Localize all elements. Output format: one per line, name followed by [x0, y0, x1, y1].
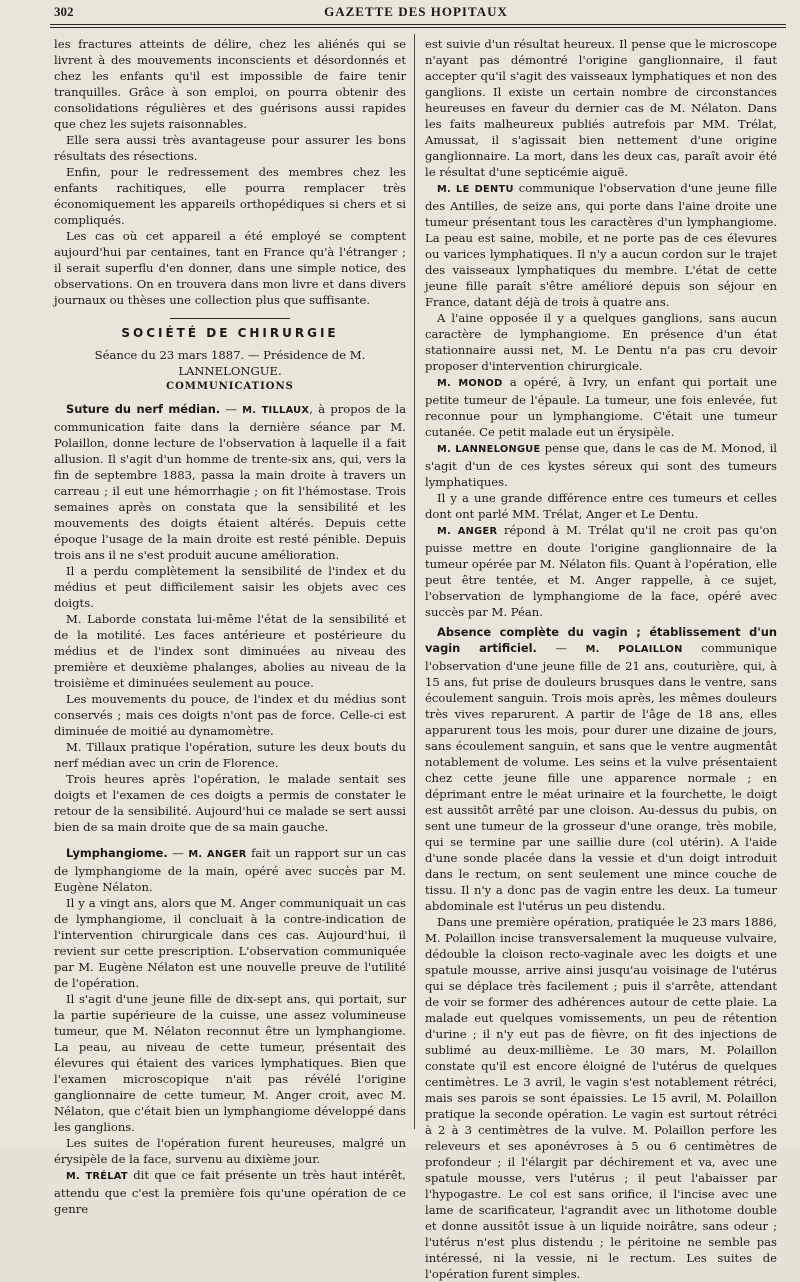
journal-title: GAZETTE DES HOPITAUX [324, 4, 508, 19]
paragraph [425, 440, 777, 490]
paragraph-text: pense que, dans le cas de M. Monod, il s'agit d'un de ces kystes séreux qui sont des tumeurs lymphatiques. [425, 441, 777, 489]
speaker-name: M. ANGER [188, 849, 247, 860]
header-rule-top [50, 24, 786, 25]
speaker-name: M. MONOD [437, 378, 503, 389]
paragraph: Elle sera aussi très avantageuse pour assurer les bons résultats des résections. [54, 133, 406, 163]
speaker-name: M. LE DENTU [437, 184, 514, 195]
column-divider [414, 34, 415, 1129]
society-heading: SOCIÉTÉ DE CHIRURGIE [121, 326, 339, 340]
paragraph: Il s'agit d'une jeune fille de dix-sept ans, qui portait, sur la partie supérieure de la cuisse, une assez volumineuse tumeur, que M. Nélaton reconnut être un lymphangiome. La peau, au niveau de cette tumeur, présentait des élevures qui étaient des varices lymphatiques. Bien que l'examen microscopique n'ait pas révélé l'origine ganglionnaire de cette tumeur, M. Anger croit, avec M. Nélaton, que c'était bien un lymphangiome développé dans les ganglions. [54, 992, 406, 1134]
speaker-name: M. ANGER [437, 526, 498, 537]
paragraph-text: répond à M. Trélat qu'il ne croit pas qu'on puisse mettre en doute l'origine ganglionnaire de la tumeur opérée par M. Nélaton fils. Quant à l'opération, elle peut être tentée, et M. Anger rappelle, à ce sujet, l'observation de lymphangiome de la face, opéré avec succès par M. Péan. [425, 523, 777, 619]
paragraph-text: dit que ce fait présente un très haut intérêt, attendu que c'est la première fois qu'une opération de ce genre [54, 1168, 406, 1216]
page-header [46, 4, 786, 24]
paragraph-text: fait un rapport sur un cas de lymphangiome de la main, opéré avec succès par M. Eugène Nélaton. [54, 846, 407, 894]
right-column [425, 36, 777, 1282]
paragraph: Enfin, pour le redressement des membres chez les enfants rachitiques, elle pourra remplacer très économiquement les appareils orthopédiques si chers et si compliqués. [54, 165, 406, 227]
paragraph: Les cas où cet appareil a été employé se comptent aujourd'hui par centaines, tant en France qu'à l'étranger ; il serait superflu d'en donner, dans une simple notice, des observations. On en trouvera dans mon livre et dans divers journaux ou thèses une collection plus que suffisante. [54, 229, 406, 307]
paragraph: A l'aine opposée il y a quelques ganglions, sans aucun caractère de lymphangiome. En présence d'un état stationnaire aussi net, M. Le Dentu n'a pas cru devoir proposer d'intervention chirurgicale. [425, 311, 777, 373]
paragraph [54, 1167, 406, 1217]
paragraph: M. Tillaux pratique l'opération, suture les deux bouts du nerf médian avec un crin de Florence. [54, 740, 406, 770]
paragraph: Les mouvements du pouce, de l'index et du médius sont conservés ; mais ces doigts n'ont pas de force. Celle-ci est diminuée de moitié au dynamomètre. [54, 692, 406, 738]
header-rule-bottom [50, 27, 786, 28]
paragraph [425, 522, 777, 620]
paragraph: Absence complète du vagin ; établissement d'un vagin artificiel. — M. POLAILLON communique l'observation d'une jeune fille de 21 ans, couturière, qui, à 15 ans, fut prise de douleurs brusques dans le ventre, sans écoulement sanguin. Trois mois après, les mêmes douleurs très vives reparurent. A partir de l'âge de 18 ans, elles apparurent tous les mois, pour durer une dizaine de jours, sans écoulement sanguin, et sans que le ventre augmentât notablement de volume. Les seins et la vulve présentaient chez cette jeune fille une apparence normale ; en déprimant entre le méat urinaire et la fourchette, le doigt est aussitôt arrêté par une cloison. Au-dessus du pubis, on sent une tumeur de la grosseur d'une orange, très mobile, qui se termine par une saillie dure (col utérin). A l'aide d'une sonde placée dans la vessie et d'un doigt introduit dans le rectum, on sent seulement une mince couche de tissu. Il n'y a donc pas de vagin entre les deux. La tumeur abdominale est l'utérus un peu distendu. [425, 625, 778, 913]
speaker-name: M. POLAILLON [585, 644, 683, 655]
section-separator [170, 318, 290, 319]
paragraph-text: a opéré, à Ivry, un enfant qui portait une petite tumeur de l'épaule. La tumeur, une fois enlevée, fut reconnue pour un lymphangiome. C'était une tumeur cutanée. Ce petit malade eut un érysipèle. [425, 375, 777, 439]
paragraph: Il y a une grande différence entre ces tumeurs et celles dont ont parlé MM. Trélat, Anger et Le Dentu. [425, 491, 777, 521]
paragraph: Suture du nerf médian. — M. TILLAUX, à propos de la communication faite dans la dernière séance par M. Polaillon, donne lecture de l'observation à laquelle il a fait allusion. Il s'agit d'un homme de trente-six ans, qui, vers la fin de septembre 1883, passa la main droite à travers un carreau ; il eut une hémorrhagie ; on fit l'hémostase. Trois semaines après on constata que la sensibilité et les mouvements des doigts étaient altérés. Depuis cette époque l'usage de la main droite est resté pénible. Depuis trois ans il ne s'est produit aucune amélioration. [54, 402, 406, 562]
paragraph: Trois heures après l'opération, le malade sentait ses doigts et l'examen de ces doigts a permis de constater le retour de la sensibilité. Aujourd'hui ce malade se sert aussi bien de sa main droite que de sa main gauche. [54, 772, 406, 834]
paragraph: Dans une première opération, pratiquée le 23 mars 1886, M. Polaillon incise transversalement la muqueuse vulvaire, dédouble la cloison recto-vaginale avec les doigts et une spatule mousse, arrive ainsi jusqu'au voisinage de l'utérus qui se déplace très facilement ; puis il s'arrête, attendant de voir se former des adhérences autour de cette plaie. La malade eut quelques vomissements, un peu de rétention d'urine ; il n'y eut pas de fièvre, on fit des injections de sublimé au deux-millième. Le 30 mars, M. Polaillon constate qu'il est encore éloigné de l'utérus de quelques centimètres. Le 3 avril, le vagin s'est notablement rétréci, mais ses parois se sont épaissies. Le 15 avril, M. Polaillon pratique la seconde opération. Le vagin est surtout rétréci à 2 à 3 centimètres de la vulve. M. Polaillon perfore les releveurs et ses aponévroses à 5 ou 6 centimètres de profondeur ; il l'élargit par déchirement et va, avec une spatule mousse, vers l'utérus ; il peut l'abaisser par l'hypogastre. Le col est sans orifice, il l'incise avec une lame de scarificateur, l'agrandit avec un lithotome double et donne aussitôt issue à un liquide noirâtre, sans odeur ; l'utérus n'est plus distendu ; le péritoine ne semble pas intéressé, ni la vessie, ni le rectum. Les suites de l'opération furent simples. [425, 915, 777, 1281]
left-column [54, 36, 406, 1217]
paragraph: M. Laborde constata lui-même l'état de la sensibilité et de la motilité. Les faces antérieure et postérieure du médius et de l'index sont diminuées au niveau des première et deuxième phalanges, abolies au niveau de la troisième et diminuées seulement au pouce. [54, 612, 406, 690]
speaker-name: M. TRÉLAT [66, 1171, 128, 1182]
communications-heading: COMMUNICATIONS [166, 381, 294, 392]
paragraph: Il y a vingt ans, alors que M. Anger communiquait un cas de lymphangiome, il concluait à la contre-indication de l'intervention chirurgicale dans ces cas. Aujourd'hui, il revient sur cette prescription. L'observation communiquée par M. Eugène Nélaton est une nouvelle preuve de l'utilité de l'opération. [54, 896, 406, 990]
page-number: 302 [54, 4, 74, 19]
topic-title: Suture du nerf médian. [66, 402, 221, 416]
paragraph: Les suites de l'opération furent heureuses, malgré un érysipèle de la face, survenu au dixième jour. [54, 1136, 406, 1166]
speaker-name: M. LANNELONGUE [437, 444, 541, 455]
seance-line: Séance du 23 mars 1887. — Présidence de M. LANNELONGUE. [94, 348, 366, 378]
topic-title: Lymphangiome. [66, 846, 168, 860]
paragraph: Lymphangiome. — M. ANGER fait un rapport sur un cas de lymphangiome de la main, opéré avec succès par M. Eugène Nélaton. [54, 846, 407, 894]
paragraph [425, 180, 777, 310]
paragraph-text: communique l'observation d'une jeune fille de 21 ans, couturière, qui, à 15 ans, fut prise de douleurs brusques dans le ventre, sans écoulement sanguin. Trois mois après, les mêmes douleurs très vives reparurent. A partir de l'âge de 18 ans, elles apparurent tous les mois, pour durer une dizaine de jours, sans écoulement sanguin, et sans que le ventre augmentât notablement de volume. Les seins et la vulve présentaient chez cette jeune fille une apparence normale ; en déprimant entre le méat urinaire et la fourchette, le doigt est aussitôt arrêté par une cloison. Au-dessus du pubis, on sent une tumeur de la grosseur d'une orange, très mobile, qui se termine par une saillie dure (col utérin). A l'aide d'une sonde placée dans la vessie et d'un doigt introduit dans le rectum, on sent seulement une mince couche de tissu. Il n'y a donc pas de vagin entre les deux. La tumeur abdominale est l'utérus un peu distendu. [425, 641, 778, 913]
paragraph: les fractures atteints de délire, chez les aliénés qui se livrent à des mouvements inconscients et désordonnés et chez les enfants qu'il est impossible de faire tenir tranquilles. Grâce à son emploi, on pourra obtenir des consolidations régulières et des guérisons aussi rapides que chez les sujets raisonnables. [54, 37, 406, 131]
paragraph-text: , à propos de la communication faite dans la dernière séance par M. Polaillon, donne lecture de l'observation à laquelle il a fait allusion. Il s'agit d'un homme de trente-six ans, qui, vers la fin de septembre 1883, passa la main droite à travers un carreau ; il eut une hémorrhagie ; on fit l'hémostase. Trois semaines après on constata que la sensibilité et les mouvements des doigts étaient altérés. Depuis cette époque l'usage de la main droite est resté pénible. Depuis trois ans il ne s'est produit aucune amélioration. [54, 402, 406, 562]
paragraph-text: communique l'observation d'une jeune fille des Antilles, de seize ans, qui porte dans l'aine droite une tumeur présentant tous les caractères d'un lymphangiome. La peau est saine, mobile, et ne porte pas de ces élevures ou varices lymphatiques. Il n'y a aucun cordon sur le trajet des vaisseaux lymphatiques du membre. L'état de cette jeune fille paraît s'être amélioré depuis son séjour en France, datant déjà de trois à quatre ans. [425, 181, 777, 309]
speaker-name: M. TILLAUX [242, 405, 310, 416]
paragraph [425, 374, 777, 440]
paragraph: est suivie d'un résultat heureux. Il pense que le microscope n'ayant pas démontré l'origine ganglionnaire, il faut accepter qu'il s'agit des vaisseaux lymphatiques et non des ganglions. Il existe un certain nombre de circonstances heureuses en faveur du dernier cas de M. Nélaton. Dans les faits malheureux publiés autrefois par MM. Trélat, Amussat, il s'agissait bien nettement d'une origine ganglionnaire. La mort, dans les deux cas, paraît avoir été le résultat d'une septicémie aiguë. [425, 37, 777, 179]
paragraph: Il a perdu complètement la sensibilité de l'index et du médius et peut difficilement saisir les objets avec ces doigts. [54, 564, 406, 610]
topic-title: Absence complète du vagin ; établissement d'un vagin artificiel. [425, 625, 777, 655]
